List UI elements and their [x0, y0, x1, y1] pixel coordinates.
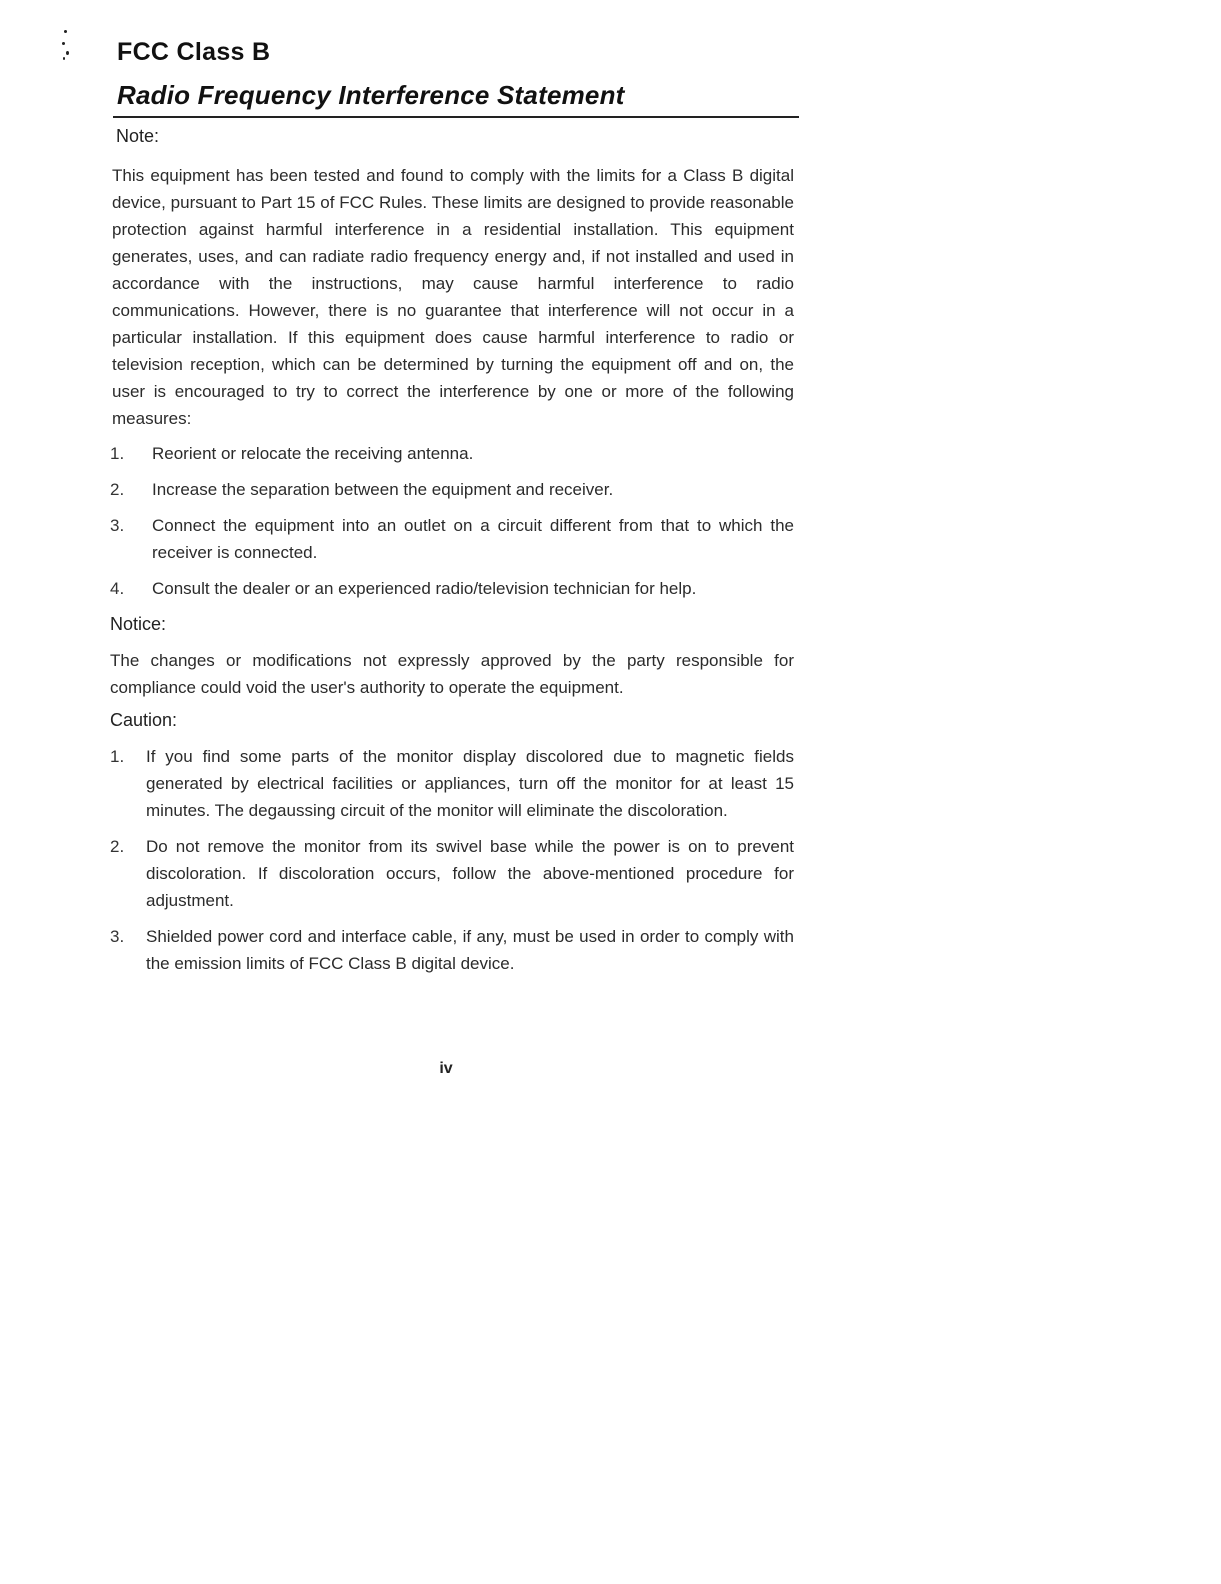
- list-text: If you find some parts of the monitor display discolored due to magnetic fields generated by electrical facilities or appliances, turn off the monitor for at least 15 minutes. The degaussing circuit of the monitor will eliminate the discoloration.: [146, 747, 794, 820]
- list-item: [110, 440, 794, 467]
- list-item: [110, 833, 794, 914]
- caution-list: [110, 743, 794, 977]
- note-paragraph: This equipment has been tested and found to comply with the limits for a Class B digital device, pursuant to Part 15 of FCC Rules. These limits are designed to provide reasonable protection against harmful interference in a residential installation. This equipment generates, uses, and can radiate radio frequency energy and, if not installed and used in accordance with the instructions, may cause harmful interference to radio communications. However, there is no guarantee that interference will not occur in a particular installation. If this equipment does cause harmful interference to radio or television reception, which can be determined by turning the equipment off and on, the user is encouraged to try to correct the interference by one or more of the following measures:: [112, 166, 794, 428]
- list-number: 2.: [110, 837, 125, 856]
- list-number: 3.: [110, 927, 125, 946]
- list-text: Do not remove the monitor from its swivel base while the power is on to prevent discoloration. If discoloration occurs, follow the above-mentioned procedure for adjustment.: [146, 837, 794, 910]
- list-text: Increase the separation between the equipment and receiver.: [152, 480, 614, 499]
- list-text: Shielded power cord and interface cable, if any, must be used in order to comply with the emission limits of FCC Class B digital device.: [146, 927, 794, 973]
- list-text: Connect the equipment into an outlet on a circuit different from that to which the receiver is connected.: [152, 516, 794, 562]
- list-number: 1.: [110, 444, 125, 463]
- list-number: 1.: [110, 747, 125, 766]
- caution-label: Caution:: [110, 710, 178, 730]
- document-title: FCC Class B: [117, 38, 271, 66]
- scan-specks: [58, 30, 72, 64]
- list-item: [110, 743, 794, 824]
- document-body: [110, 123, 794, 986]
- list-item: [110, 923, 794, 977]
- list-item: [110, 512, 794, 566]
- notice-label: Notice:: [110, 614, 167, 634]
- measures-list: [110, 440, 794, 602]
- list-item: [110, 575, 794, 602]
- title-underline: [113, 116, 799, 118]
- document-subtitle: Radio Frequency Interference Statement: [117, 80, 625, 110]
- list-number: 2.: [110, 480, 125, 499]
- list-text: Consult the dealer or an experienced radio/television technician for help.: [152, 579, 697, 598]
- list-item: [110, 476, 794, 503]
- note-label: Note:: [116, 126, 160, 146]
- page-number: iv: [439, 1060, 453, 1077]
- list-number: 4.: [110, 579, 125, 598]
- list-number: 3.: [110, 516, 125, 535]
- list-text: Reorient or relocate the receiving antenna.: [152, 444, 474, 463]
- notice-paragraph: The changes or modifications not expressly approved by the party responsible for compliance could void the user's authority to operate the equipment.: [110, 651, 794, 697]
